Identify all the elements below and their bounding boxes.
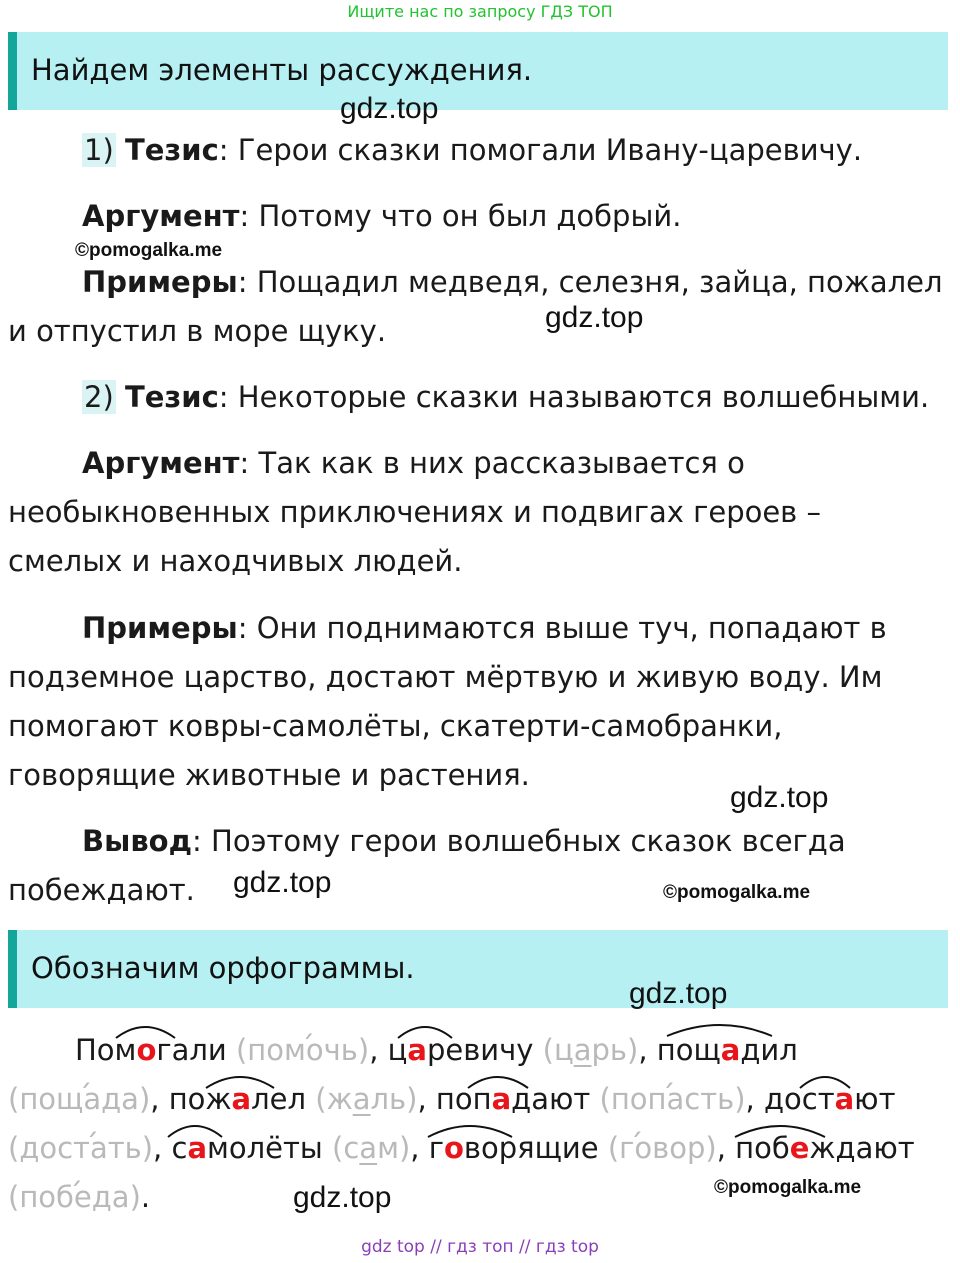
watermark-pomogalka: ©pomogalka.me	[714, 1177, 862, 1198]
conclusion-label: Вывод	[82, 824, 193, 858]
word-part: м)	[377, 1131, 411, 1165]
root-arc	[735, 1126, 825, 1137]
bottom-banner: gdz top // гдз топ // гдз top	[361, 1237, 599, 1257]
argument-label: Аргумент	[82, 199, 240, 233]
watermark-pomogalka: ©pomogalka.me	[663, 882, 811, 903]
underlined-vowel: а	[573, 1033, 592, 1067]
word-part: ль)	[370, 1082, 418, 1116]
orthogram-line-4: (побе ́да).	[8, 1177, 150, 1217]
highlighted-vowel: о	[136, 1033, 157, 1067]
root-arc	[667, 1025, 772, 1036]
word-part: дост	[763, 1082, 835, 1116]
examples-label: Примеры	[82, 265, 238, 299]
word-part: поб	[735, 1131, 790, 1165]
thesis-text: : Некоторые сказки называются волшебными.	[218, 380, 930, 414]
underlined-vowel: а	[359, 1131, 378, 1165]
watermark-gdz: gdz.top	[545, 301, 644, 334]
thesis-text: : Герои сказки помогали Ивану-царевичу.	[218, 133, 863, 167]
watermark-gdz: gdz.top	[340, 92, 439, 125]
word-part: пощ	[656, 1033, 721, 1067]
conclusion-line2: побеждают.	[8, 873, 195, 907]
root-arc	[116, 1027, 175, 1038]
word-part: дил	[740, 1033, 798, 1067]
word-part: поп	[435, 1082, 492, 1116]
word-part: (ц	[542, 1033, 574, 1067]
examples-1-line2: и отпустил в море щуку.	[8, 314, 387, 348]
word-part: ц	[387, 1033, 408, 1067]
word-part: (пом	[235, 1033, 306, 1067]
examples-text: : Пощадил медведя, селезня, зайца, пожалел	[237, 265, 943, 299]
highlighted-vowel: а	[834, 1082, 855, 1116]
item-number: 2)	[84, 380, 114, 414]
examples-text: : Они поднимаются выше туч, попадают в	[237, 611, 887, 645]
stressed-vowel: а ́	[666, 1082, 684, 1116]
word-part: да)	[91, 1180, 141, 1214]
stressed-vowel: о ́	[634, 1131, 652, 1165]
word-part: да)	[101, 1082, 151, 1116]
examples-2-line2: подземное царство, достают мёртвую и живую воду. Им	[8, 660, 883, 694]
highlighted-vowel: а	[407, 1033, 427, 1067]
word-part: ждают	[809, 1131, 915, 1165]
item-number: 1)	[84, 133, 114, 167]
highlighted-vowel: а	[720, 1033, 741, 1067]
highlighted-vowel: е	[789, 1131, 810, 1165]
word-part: вор)	[652, 1131, 717, 1165]
word-part: ют	[854, 1082, 896, 1116]
orthogram-line-3: (доста ́ть), самолёты (сам), говорящие (го ́вор), побеждают	[8, 1128, 915, 1168]
section-title: Обозначим орфограммы.	[31, 951, 415, 985]
argument-2-line2: необыкновенных приключениях и подвигах героев –	[8, 495, 821, 529]
word-part: (ж	[315, 1082, 353, 1116]
word-part: г	[428, 1131, 444, 1165]
word-part: (дост	[8, 1131, 90, 1165]
root-arc	[468, 1077, 528, 1088]
word-part: сть)	[684, 1082, 746, 1116]
root-arc	[206, 1077, 274, 1088]
word-part: рь)	[591, 1033, 639, 1067]
examples-2-line3: помогают ковры-самолёты, скатерти-самобранки,	[8, 709, 783, 743]
root-arc	[428, 1126, 512, 1137]
watermark-gdz: gdz.top	[629, 977, 728, 1010]
argument-2-line3: смелых и находчивых людей.	[8, 544, 463, 578]
word-part: чь)	[323, 1033, 370, 1067]
word-part: (поп	[599, 1082, 667, 1116]
underlined-vowel: а	[352, 1082, 371, 1116]
word-part: дают	[511, 1082, 591, 1116]
stressed-vowel: а ́	[83, 1082, 101, 1116]
argument-text: : Потому что он был добрый.	[239, 199, 682, 233]
top-banner: Ищите нас по запросу ГДЗ ТОП	[347, 2, 613, 21]
stressed-vowel: а ́	[90, 1131, 108, 1165]
orthogram-line-2: (поща ́да), пожалел (жаль), попадают (попа ́сть), достают	[8, 1079, 895, 1119]
highlighted-vowel: а	[491, 1082, 512, 1116]
examples-label: Примеры	[82, 611, 238, 645]
highlighted-vowel: о	[443, 1131, 464, 1165]
thesis-label: Тезис	[124, 380, 219, 414]
word-part: ревичу	[426, 1033, 534, 1067]
stressed-vowel: е ́	[74, 1180, 92, 1214]
word-part: пож	[168, 1082, 232, 1116]
word-part: (с	[332, 1131, 360, 1165]
highlighted-vowel: а	[187, 1131, 208, 1165]
stressed-vowel: о ́	[306, 1033, 324, 1067]
thesis-label: Тезис	[124, 133, 219, 167]
word-part: лел	[251, 1082, 307, 1116]
word-part: молёты	[207, 1131, 323, 1165]
watermark-gdz: gdz.top	[730, 781, 829, 814]
root-arc	[168, 1126, 222, 1137]
argument-label: Аргумент	[82, 446, 240, 480]
word-part: (г	[607, 1131, 635, 1165]
highlighted-vowel: а	[231, 1082, 252, 1116]
watermark-gdz: gdz.top	[233, 866, 332, 899]
watermark-gdz: gdz.top	[293, 1181, 392, 1214]
examples-2-line4: говорящие животные и растения.	[8, 758, 530, 792]
word-part: (поб	[8, 1180, 74, 1214]
word-part: (пощ	[8, 1082, 84, 1116]
conclusion-text: : Поэтому герои волшебных сказок всегда	[192, 824, 846, 858]
section-title: Найдем элементы рассуждения.	[31, 53, 533, 87]
word-part: Пом	[75, 1033, 137, 1067]
watermark-pomogalka: ©pomogalka.me	[75, 240, 223, 261]
root-arc	[800, 1077, 850, 1088]
word-part: ворящие	[463, 1131, 599, 1165]
word-part: гали	[156, 1033, 227, 1067]
orthogram-line-1: Помогали (помо ́чь), царевичу (царь), пощадил	[75, 1030, 798, 1070]
word-part: с	[171, 1131, 188, 1165]
word-part: ть)	[107, 1131, 154, 1165]
root-arc	[398, 1027, 452, 1038]
argument-text: : Так как в них рассказывается о	[239, 446, 745, 480]
